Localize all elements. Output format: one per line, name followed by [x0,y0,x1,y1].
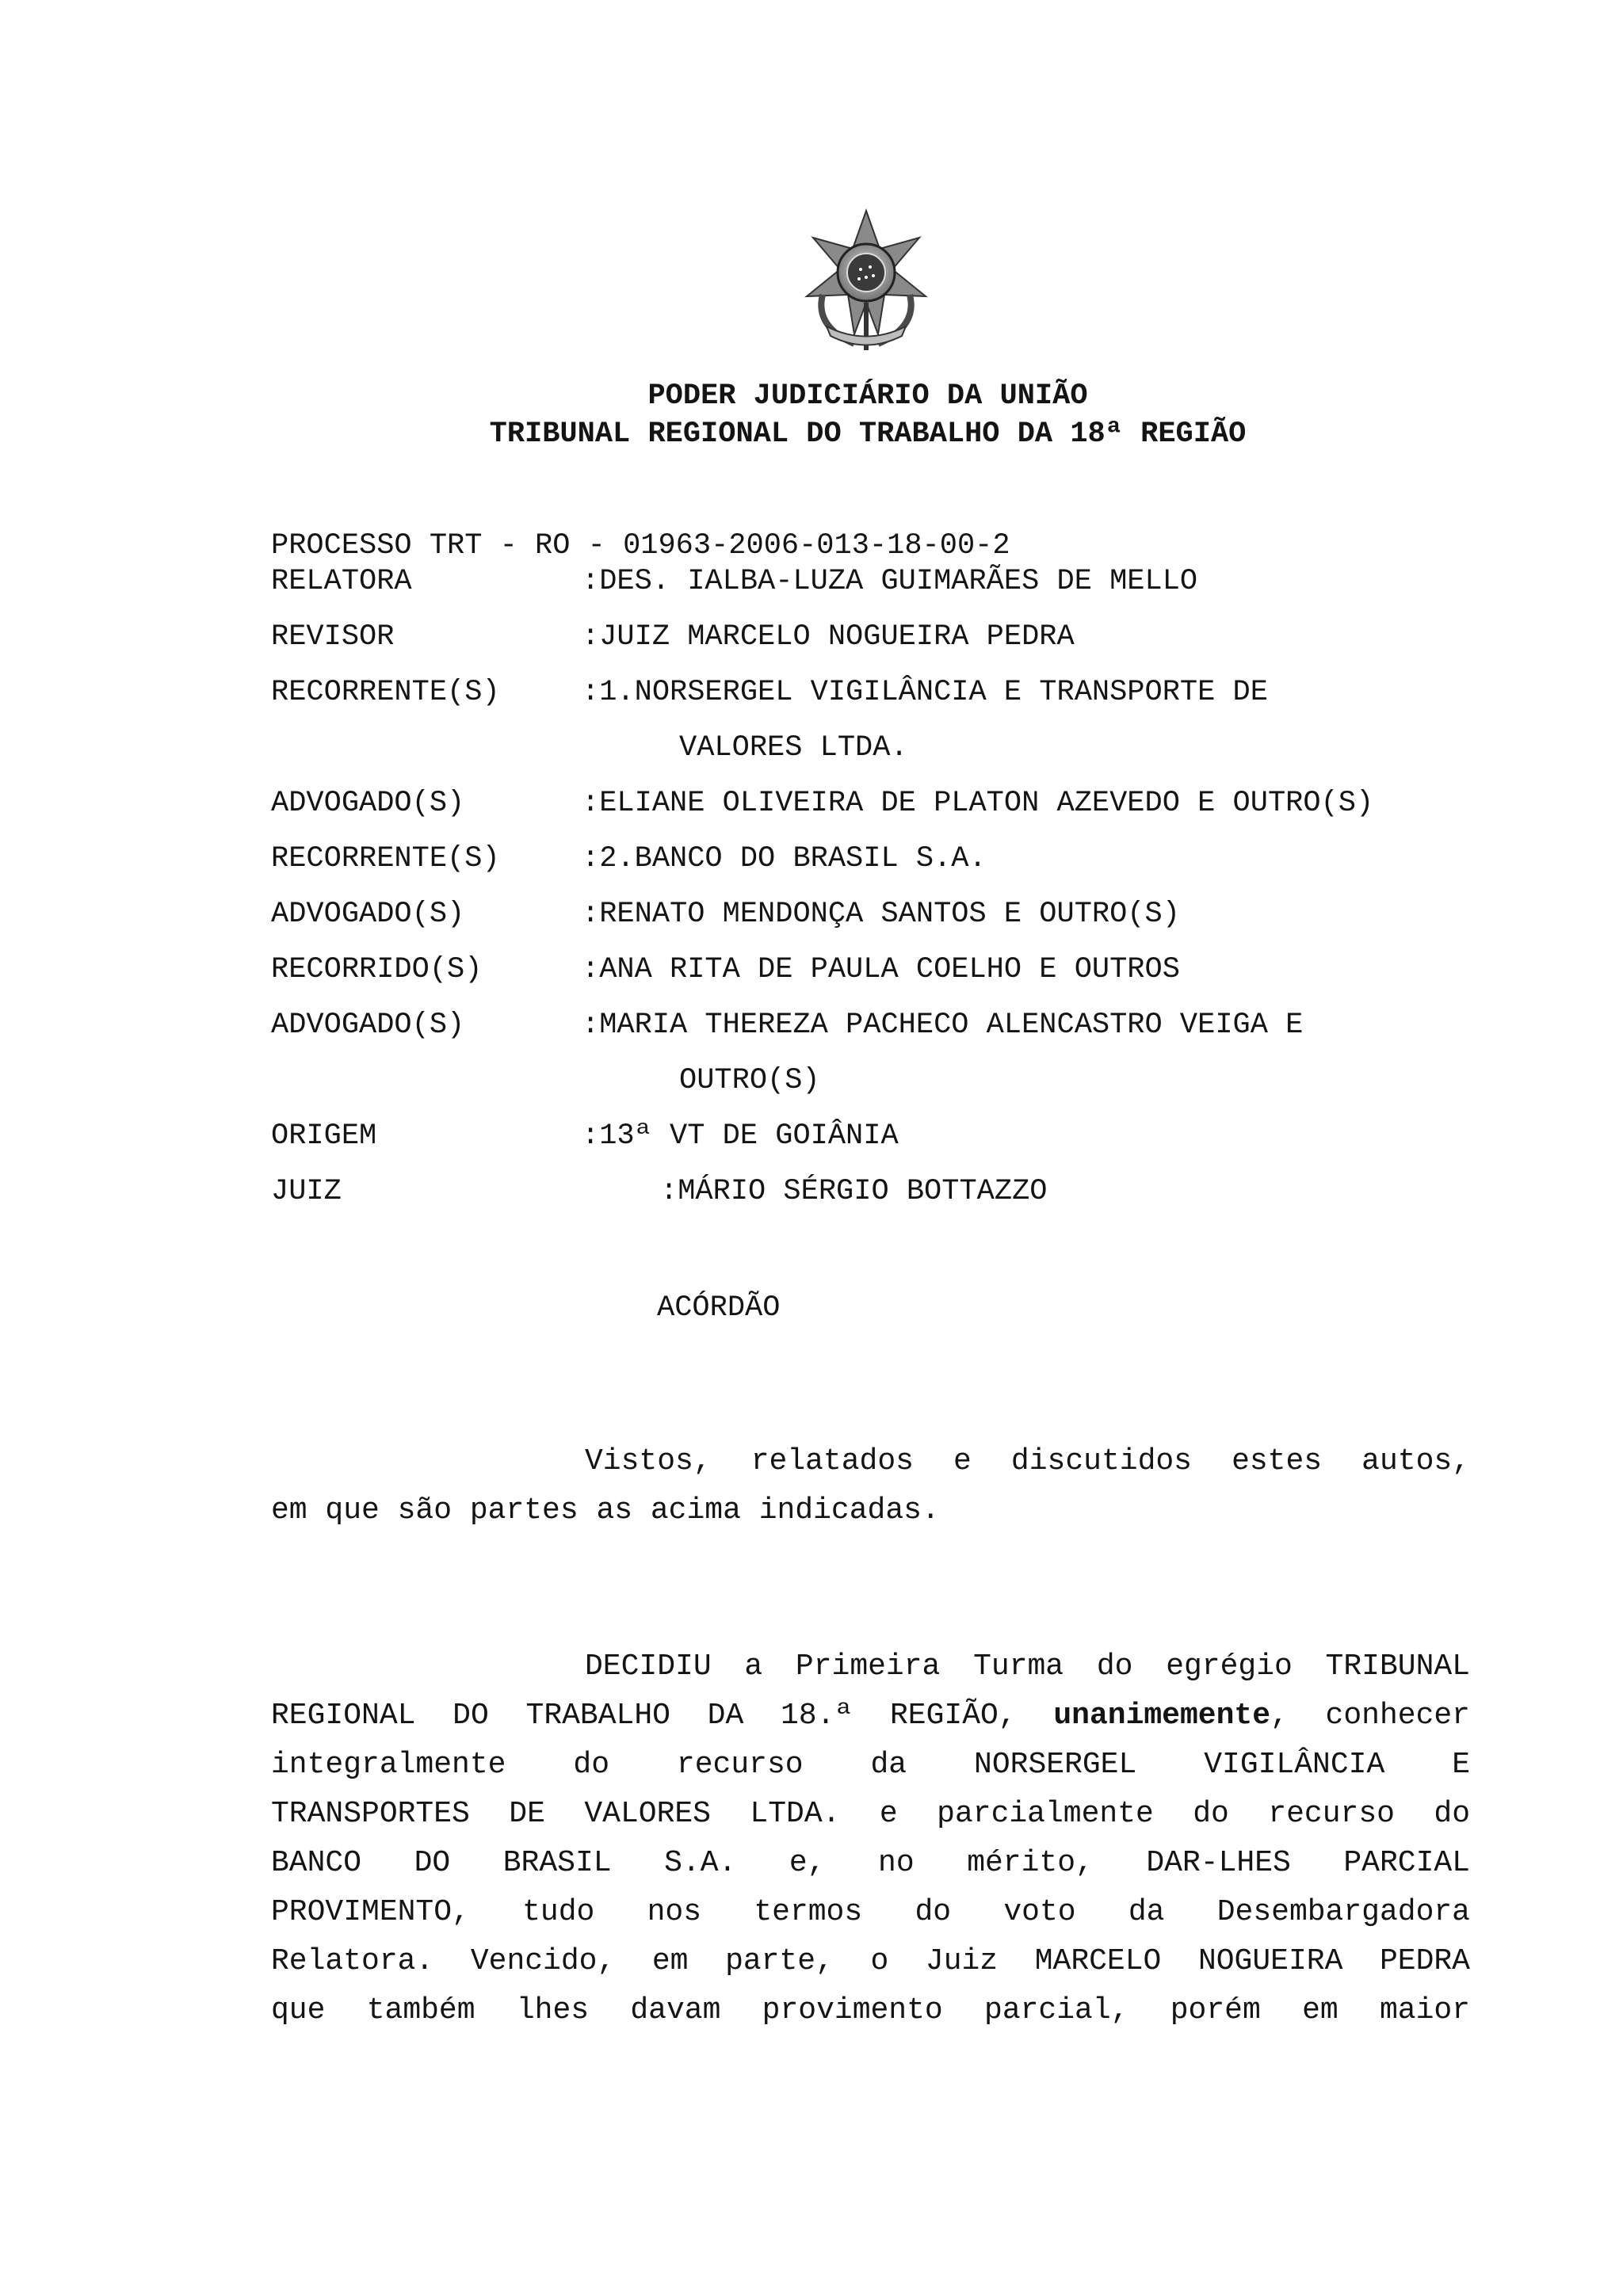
paragraph2-line5: BANCO DO BRASIL S.A. e, no mérito, DAR-LHES PARCIAL [271,1846,1470,1880]
header-court-name: TRIBUNAL REGIONAL DO TRABALHO DA 18ª REGIÃO [489,418,1247,451]
paragraph2-line1: DECIDIU a Primeira Turma do egrégio TRIBUNAL [585,1650,1470,1684]
paragraph2-line2-pre: REGIONAL DO TRABALHO DA 18.ª REGIÃO, [271,1699,1054,1733]
field-label-advogado-3: ADVOGADO(S) [271,1009,465,1042]
acordao-title: ACÓRDÃO [657,1291,781,1325]
paragraph2-line2 [271,1699,1470,1733]
paragraph1-line1: Vistos, relatados e discutidos estes autos, [585,1444,1470,1478]
field-label-juiz: JUIZ [271,1175,342,1208]
field-label-recorrente-1: RECORRENTE(S) [271,676,500,709]
field-value-origem: :13ª VT DE GOIÂNIA [582,1119,899,1153]
paragraph2-line3: integralmente do recurso da NORSERGEL VIGILÂNCIA E [271,1748,1470,1782]
header-court-power: PODER JUDICIÁRIO DA UNIÃO [647,379,1088,413]
process-number: PROCESSO TRT - RO - 01963-2006-013-18-00-2 [271,529,1010,563]
field-value-relatora: :DES. IALBA-LUZA GUIMARÃES DE MELLO [582,565,1198,598]
brazil-coat-of-arms-icon [799,208,934,354]
field-label-origem: ORIGEM [271,1119,377,1153]
field-label-recorrente-2: RECORRENTE(S) [271,842,500,875]
field-value-advogado-3: :MARIA THEREZA PACHECO ALENCASTRO VEIGA E [582,1009,1304,1042]
paragraph2-line8: que também lhes davam provimento parcial, porém em maior [271,1993,1470,2027]
field-label-recorrido: RECORRIDO(S) [271,953,483,986]
field-value-advogado-3-cont: OUTRO(S) [679,1064,820,1097]
field-value-juiz: :MÁRIO SÉRGIO BOTTAZZO [660,1175,1048,1208]
paragraph2-line2-bold: unanimemente [1053,1699,1271,1733]
field-label-advogado-2: ADVOGADO(S) [271,898,465,931]
field-label-advogado-1: ADVOGADO(S) [271,787,465,820]
field-value-recorrido: :ANA RITA DE PAULA COELHO E OUTROS [582,953,1180,986]
field-value-recorrente-2: :2.BANCO DO BRASIL S.A. [582,842,987,875]
paragraph2-line4: TRANSPORTES DE VALORES LTDA. e parcialmente do recurso do [271,1797,1470,1831]
field-value-advogado-2: :RENATO MENDONÇA SANTOS E OUTRO(S) [582,898,1180,931]
field-value-recorrente-1: :1.NORSERGEL VIGILÂNCIA E TRANSPORTE DE [582,676,1268,709]
field-label-revisor: REVISOR [271,620,395,654]
field-value-revisor: :JUIZ MARCELO NOGUEIRA PEDRA [582,620,1075,654]
paragraph1-line2: em que são partes as acima indicadas. [271,1493,940,1527]
paragraph2-line6: PROVIMENTO, tudo nos termos do voto da Desembargadora [271,1895,1470,1929]
field-value-advogado-1: :ELIANE OLIVEIRA DE PLATON AZEVEDO E OUTRO(S) [582,787,1374,820]
paragraph2-line7: Relatora. Vencido, em parte, o Juiz MARCELO NOGUEIRA PEDRA [271,1944,1470,1978]
field-label-relatora: RELATORA [271,565,412,598]
paragraph2-line2-post: , conhecer [1270,1699,1470,1733]
field-value-recorrente-1-cont: VALORES LTDA. [679,731,908,765]
